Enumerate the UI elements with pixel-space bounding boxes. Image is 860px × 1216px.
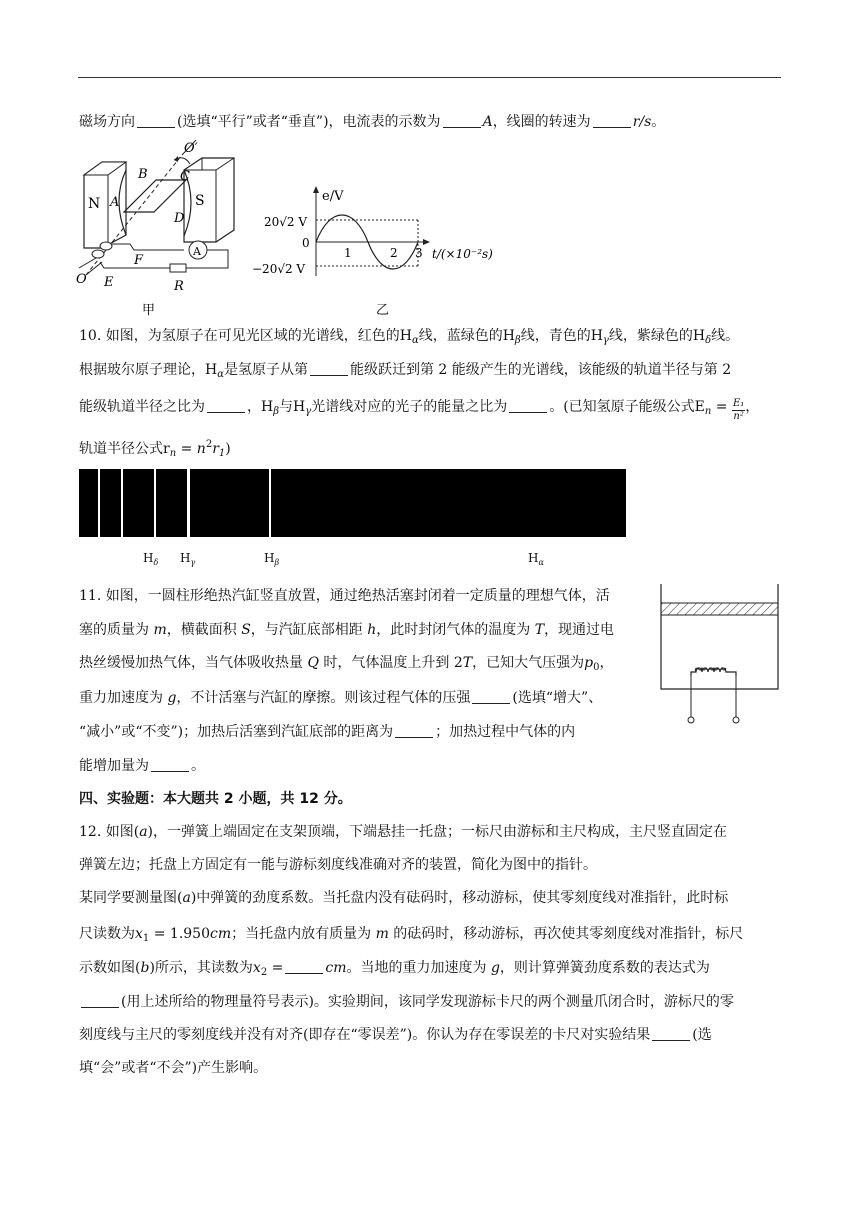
energy-fraction: $\frac{\text{E₁}}{\text{n²}}$ <box>732 398 745 422</box>
q9-text: (选填“平行”或者“垂直”)，电流表的示数为 <box>177 114 441 130</box>
answer-blank[interactable] <box>593 113 631 128</box>
q9-text: ，线圈的转速为 <box>492 114 591 130</box>
q12-line1: 12. 如图(a)，一弹簧上端固定在支架顶端，下端悬挂一托盘；一标尺由游标和主尺构成，主尺竖直固定在 <box>79 824 728 840</box>
xtick-1: 1 <box>344 246 352 260</box>
header-rule <box>78 77 781 78</box>
ytick-bottom: −20√2 V <box>252 262 306 276</box>
label-O: O <box>76 272 87 287</box>
q11-line1: 11. 如图，一圆柱形绝热汽缸竖直放置，通过绝热活塞封闭着一定质量的理想气体，活 <box>79 588 610 604</box>
q12-line6: (用上述所给的物理量符号表示)。实验期间，该同学发现游标卡尺的两个测量爪闭合时，游标尺的零 <box>79 992 734 1012</box>
ytick-top: 20√2 V <box>264 215 308 229</box>
label-H-delta: $H_\delta$ <box>143 551 159 567</box>
q10-line1: 10. 如图，为氢原子在可见光区域的光谱线，红色的$H_\alpha$线，蓝绿色的$H_\beta$线，青色的$H_\gamma$线，紫绿色的$H_\delta$线。 <box>79 328 740 346</box>
ylabel: e/V <box>322 189 344 204</box>
answer-blank[interactable] <box>207 398 245 413</box>
q11-line5: “减小”或“不变”)；加热后活塞到汽缸底部的距离为 ；加热过程中气体的内 <box>79 724 576 740</box>
q9-text: 磁场方向 <box>79 114 135 130</box>
q11-line6: 能增加量为 。 <box>79 758 205 774</box>
label-H-alpha: $H_\alpha$ <box>528 551 544 567</box>
answer-blank[interactable] <box>81 993 119 1008</box>
q12-line2: 弹簧左边；托盘上方固定有一能与游标刻度线准确对齐的装置，简化为图中的指针。 <box>79 857 597 873</box>
q12-line5: 示数如图(b)所示，其读数为$x_2$ = cm。当地的重力加速度为 g，则计算弹簧劲度系数的表达式为 <box>79 960 710 978</box>
label-ammeter: A <box>193 245 201 258</box>
xlabel: t/(×10⁻²s) <box>432 247 493 261</box>
q12-line8: 填“会”或者“不会”)产生影响。 <box>79 1060 268 1076</box>
unit-ampere: A <box>482 114 493 130</box>
label-F: F <box>134 253 144 268</box>
q12-line3: 某同学要测量图(a)中弹簧的劲度系数。当托盘内没有砝码时，移动游标，使其零刻度线对准指针，此时标 <box>79 890 729 906</box>
q11-line4: 重力加速度为 g，不计活塞与汽缸的摩擦。则该过程气体的压强 (选填“增大”、 <box>79 690 603 706</box>
label-A: A <box>110 195 120 210</box>
section-title: 四、实验题：本大题共 2 小题，共 12 分。 <box>79 791 352 807</box>
ytick-zero: 0 <box>302 236 310 250</box>
label-E: E <box>104 275 114 290</box>
label-R: R <box>174 279 184 294</box>
q12-line7: 刻度线与主尺的零刻度线并没有对齐(即存在“零误差”)。你认为存在零误差的卡尺对实验结果 (选 <box>79 1027 712 1043</box>
answer-blank[interactable] <box>151 757 189 772</box>
q11-line2: 塞的质量为 m，横截面积 S，与汽缸底部相距 h，此时封闭气体的温度为 T，现通过电 <box>79 622 615 638</box>
hydrogen-spectrum <box>79 469 626 537</box>
q10-line3: 能级轨道半径之比为 ，$H_\beta$与$H_\gamma$光谱线对应的光子的能量之比为 。(已知氢原子能级公式$E_n$ = $\frac{\text{E₁}}{\text{n²}}$ ， <box>79 398 760 422</box>
xtick-2: 2 <box>390 246 398 260</box>
answer-blank[interactable] <box>652 1026 690 1041</box>
unit-rps: r/s <box>632 114 652 130</box>
answer-blank[interactable] <box>472 689 510 704</box>
label-H-beta: $H_\beta$ <box>264 551 280 567</box>
q12-line4: 尺读数为$x_1 = 1.950cm$；当托盘内放有质量为 m 的砝码时，移动游标，再次使其零刻度线对准指针，标尺 <box>79 926 744 944</box>
label-B: B <box>138 167 148 182</box>
cylinder-figure <box>656 584 786 729</box>
label-D: D <box>174 211 185 226</box>
label-H-gamma: $H_\gamma$ <box>180 551 196 567</box>
label-N: N <box>88 196 101 212</box>
caption-jia: 甲 <box>142 303 156 318</box>
answer-blank[interactable] <box>395 723 433 738</box>
emf-graph <box>250 186 520 321</box>
answer-blank[interactable] <box>285 959 323 974</box>
q9-line1 <box>79 112 665 132</box>
label-O-prime: O′ <box>184 141 198 156</box>
answer-blank[interactable] <box>137 113 175 128</box>
answer-blank[interactable] <box>443 113 481 128</box>
q10-line4: 轨道半径公式$r_n = n^2r_1$) <box>79 439 231 459</box>
q11-line3: 热丝缓慢加热气体，当气体吸收热量 Q 时，气体温度上升到 2T，已知大气压强为$p_0$， <box>79 655 614 673</box>
label-S: S <box>195 193 205 209</box>
label-C: C <box>180 169 190 184</box>
q10-line2: 根据玻尔原子理论，$H_\alpha$是氢原子从第 能级跃迁到第 2 能级产生的光谱线，该能级的轨道半径与第 2 <box>79 362 732 380</box>
answer-blank[interactable] <box>509 398 547 413</box>
caption-yi: 乙 <box>376 303 390 318</box>
answer-blank[interactable] <box>310 361 348 376</box>
generator-figure <box>74 140 244 320</box>
q9-text: 。 <box>651 114 666 130</box>
xtick-3: 3 <box>415 246 423 260</box>
